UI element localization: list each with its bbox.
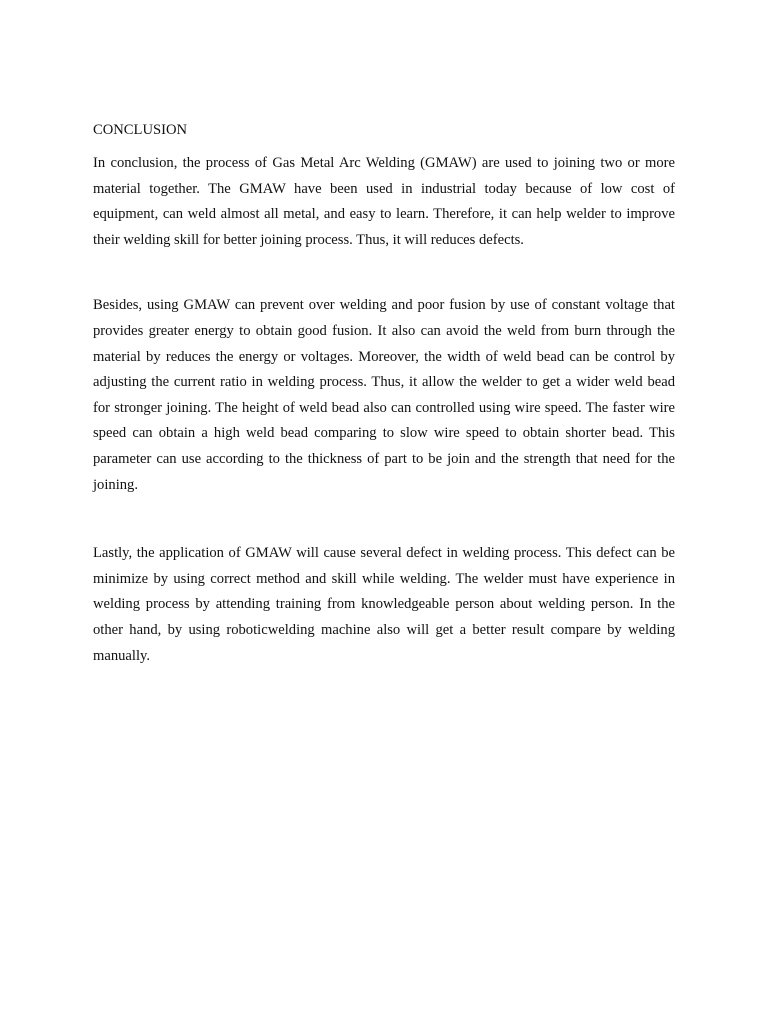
paragraph-defects: Lastly, the application of GMAW will cause several defect in welding process. This defect can be minimize by using correct method and skill while welding. The welder must have experience in welding process by attending training from knowledgeable person about welding person. In the other hand, by using roboticwelding machine also will get a better result compare by welding manually. bbox=[93, 545, 675, 664]
paragraph-introduction: In conclusion, the process of Gas Metal Arc Welding (GMAW) are used to joining two or more material together. The GMAW have been used in industrial today because of low cost of equipment, can weld almost all metal, and easy to learn. Therefore, it can help welder to improve their welding skill for better joining process. Thus, it will reduces defects. bbox=[93, 155, 675, 248]
section-heading: CONCLUSION bbox=[93, 122, 188, 138]
paragraph-benefits: Besides, using GMAW can prevent over welding and poor fusion by use of constant voltage that provides greater energy to obtain good fusion. It also can avoid the weld from burn through the material by reduces the energy or voltages. Moreover, the width of weld bead can be control by adjusting the current ratio in welding process. Thus, it allow the welder to get a wider weld bead for stronger joining. The height of weld bead also can controlled using wire speed. The faster wire speed can obtain a high weld bead comparing to slow wire speed to obtain shorter bead. This parameter can use according to the thickness of part to be join and the strength that need for the joining. bbox=[93, 297, 675, 493]
document-body bbox=[93, 118, 675, 669]
